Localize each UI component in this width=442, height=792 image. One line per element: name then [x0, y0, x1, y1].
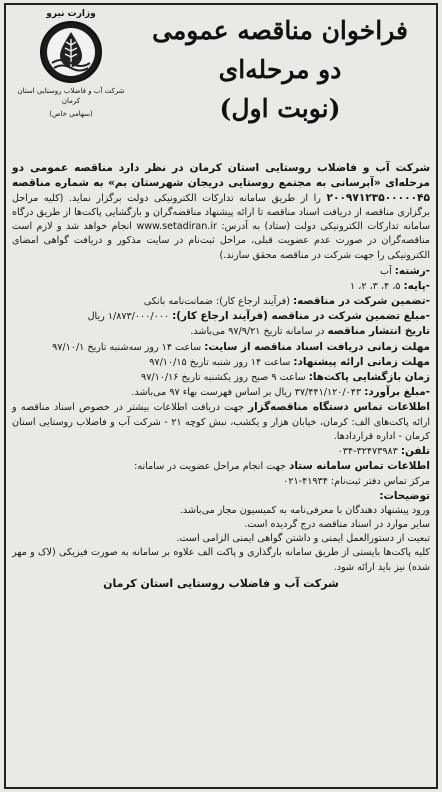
detail-row: -تضمین شرکت در مناقصه: (فرآیند ارجاع کار): ضمانت‌نامه بانکی: [143, 295, 430, 308]
detail-row: -پایه: ۵، ۴، ۳، ۲، ۱: [350, 279, 430, 292]
detail-row: زمان بازگشایی پاکت‌ها: ساعت ۹ صبح روز یکشنبه تاریخ ۹۷/۱۰/۱۶: [141, 371, 430, 384]
intro-body: را از طریق سامانه تدارکات الکترونیکی دولت برگزار نماید. (کلیه مراحل برگزاری مناقصه از دریافت اسناد مناقصه تا ارائه پیشنهاد مناقصه‌گران و بازگشایی پاکت‌ها از طریق درگاه سامانه تدارکات الکترونیکی دولت (ستاد) به آدرس: www.setadiran.ir انجام خواهد شد و لازم است مناقصه‌گران در صورت عدم عضویت قبلی، مراحل ثبت‌نام در سایت مذکور و دریافت گواهی امضای الکترونیکی را جهت شرکت در مناقصه محقق سازند.): [12, 193, 430, 261]
notice-title-3: (نوبت اول): [219, 94, 341, 123]
note-item: سایر موارد در اسناد مناقصه درج گردیده است.: [244, 518, 430, 530]
detail-row: -مبلغ تضمین شرکت در مناقصه (فرآیند ارجاع کار): ۱/۸۷۳/۰۰۰/۰۰۰ ریال: [87, 310, 430, 323]
setad-row: اطلاعات تماس سامانه ستاد جهت انجام مراحل عضویت در سامانه:: [134, 460, 430, 473]
detail-row: -مبلغ برآورد: ۳۷/۴۴۱/۱۲۰/۰۴۳ ریال بر اساس فهرست بهاء ۹۷ می‌باشد.: [131, 386, 430, 399]
detail-row: مهلت زمانی ارائه پیشنهاد: ساعت ۱۴ روز شنبه تاریخ ۹۷/۱۰/۱۵: [149, 355, 430, 368]
contact-paragraph: [12, 400, 430, 444]
notice-title-2: دو مرحله‌ای: [218, 55, 342, 84]
contact-text: جهت دریافت اطلاعات بیشتر در خصوص اسناد مناقصه و ارائه پاکت‌های الف: کرمان، خیابان هزار و یکشب، نبش کوچه ۲۱ - شرکت آب و فاضلاب روستایی استان کرمان - اداره قراردادها.: [12, 402, 430, 442]
phone-row: تلفن: ۳۲۴۷۳۹۸۳-۰۳۴: [337, 445, 430, 458]
note-item: کلیه پاکت‌ها بایستی از طریق سامانه بارگذاری و پاکت الف علاوه بر سامانه به صورت فیزیکی (لاک و مهر شده) نیز باید ارائه شود.: [12, 547, 430, 573]
logo-block: [12, 9, 130, 119]
title-block: [130, 11, 430, 128]
company-type-label: (سهامی خاص): [49, 110, 93, 118]
detail-row: مهلت زمانی دریافت اسناد مناقصه از سایت: ساعت ۱۴ روز سه‌شنبه تاریخ ۹۷/۱۰/۱: [52, 340, 430, 353]
contact-label: اطلاعات تماس دستگاه مناقصه‌گزار: [248, 401, 430, 414]
notice-frame: [4, 3, 438, 789]
note-item: تبعیت از دستورالعمل ایمنی و داشتن گواهی ایمنی الزامی است.: [176, 533, 430, 545]
footer-company: شرکت آب و فاضلاب روستایی استان کرمان: [103, 576, 339, 590]
water-drop-wheat-emblem-icon: [40, 21, 102, 83]
notice-header: [12, 9, 430, 159]
detail-row: تاریخ انتشار مناقصه در سامانه تاریخ ۹۷/۹/۲۱ می‌باشد.: [190, 325, 430, 338]
notice-title-1: فراخوان مناقصه عمومی: [152, 16, 408, 45]
intro-lead: شرکت آب و فاضلاب روستایی استان کرمان در نظر دارد مناقصه عمومی دو مرحله‌ای «آبرسانی به مجتمع روستایی دریجان شهرستان بم» به شماره مناقصه ۲۰۰۹۷۱۲۳۵۰۰۰۰۰۴۵: [12, 162, 430, 205]
notes-title: توضیحات:: [379, 489, 430, 502]
intro-paragraph: [12, 161, 430, 263]
ministry-label: وزارت نیرو: [46, 9, 96, 19]
detail-row: -رشته: آب: [380, 264, 430, 277]
setad-phone-row: مرکز تماس دفتر ثبت‌نام: ۴۱۹۳۴-۰۲۱: [283, 475, 430, 487]
note-item: ورود پیشنهاد دهندگان با معرفی‌نامه به کمیسیون مجاز می‌باشد.: [179, 504, 430, 516]
company-small-label: شرکت آب و فاضلاب روستایی استان کرمان: [17, 87, 125, 105]
